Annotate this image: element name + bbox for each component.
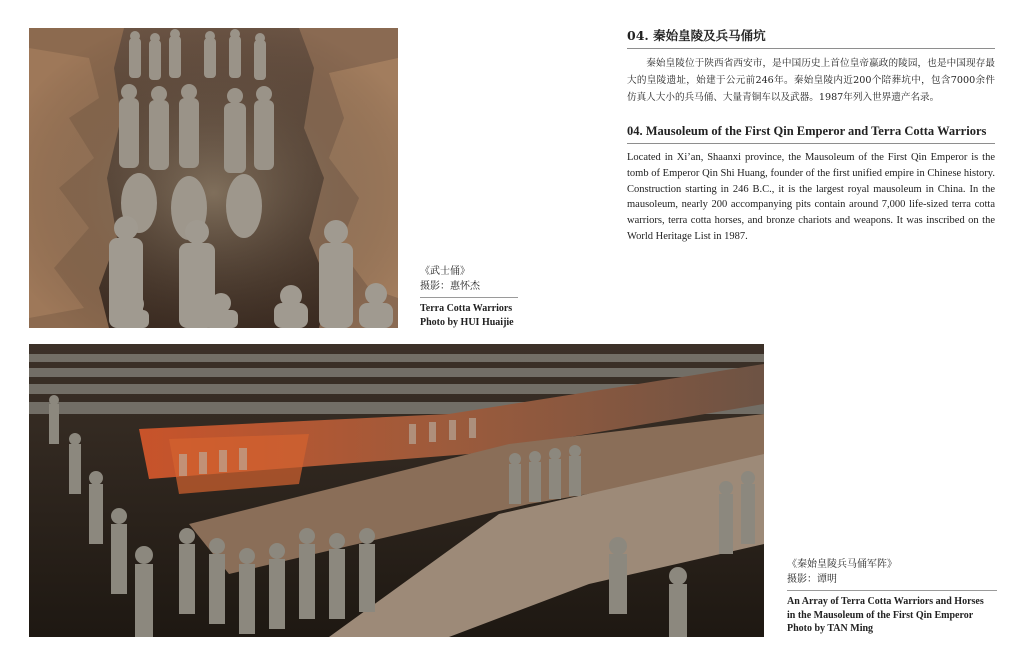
warriors-array-photo <box>29 344 764 637</box>
caption-divider <box>420 297 518 298</box>
photo1-credit-en: Photo by HUI Huaijie <box>420 316 514 328</box>
caption-divider <box>787 590 997 591</box>
section-title-en: 04. Mausoleum of the First Qin Emperor and Terra Cotta Warriors <box>627 124 987 138</box>
photo1-title-en: Terra Cotta Warriors <box>420 303 513 314</box>
section-cn <box>627 26 995 106</box>
section-title-cn: 04. 秦始皇陵及兵马俑坑 <box>627 28 766 43</box>
photo1-caption <box>420 264 518 329</box>
section-body-en: Located in Xi’an, Shaanxi province, the Mausoleum of the First Qin Emperor is the tomb of Emperor Qin Shi Huang, founder of the first unified empire in Chinese history. Construction starting in 246 B.C., it is the largest royal mausoleum in China. In the mausoleum, nearly 200 accompanying pits contain around 7,000 life-sized terra cotta warriors, terra cotta horses, and bronze chariots and weapons. It was inscribed on the World Heritage List in 1987. <box>627 152 995 242</box>
heading-divider <box>627 48 995 49</box>
photo1-credit-cn: 摄影：惠怀杰 <box>420 281 480 292</box>
photo2-title-cn: 《秦始皇陵兵马俑军阵》 <box>787 559 897 570</box>
section-en <box>627 124 995 245</box>
photo2-title-en-line2: in the Mausoleum of the First Qin Emperor <box>787 609 974 621</box>
section-body-cn: 秦始皇陵位于陕西省西安市，是中国历史上首位皇帝嬴政的陵园，也是中国现存最大的皇陵遗址，始建于公元前246年。秦始皇陵内近200个陪葬坑中，包含7000余件仿真人大小的兵马俑、大量青铜车以及武器。1987年列入世界遗产名录。 <box>627 58 995 103</box>
photo1-title-cn: 《武士俑》 <box>420 266 470 277</box>
terra-cotta-warriors-photo <box>29 28 398 328</box>
photo2-credit-cn: 摄影：谭明 <box>787 574 837 585</box>
heading-divider <box>627 143 995 144</box>
photo2-title-en-line1: An Array of Terra Cotta Warriors and Horses <box>787 596 984 607</box>
photo2-credit-en: Photo by TAN Ming <box>787 623 874 634</box>
photo2-caption <box>787 557 997 636</box>
